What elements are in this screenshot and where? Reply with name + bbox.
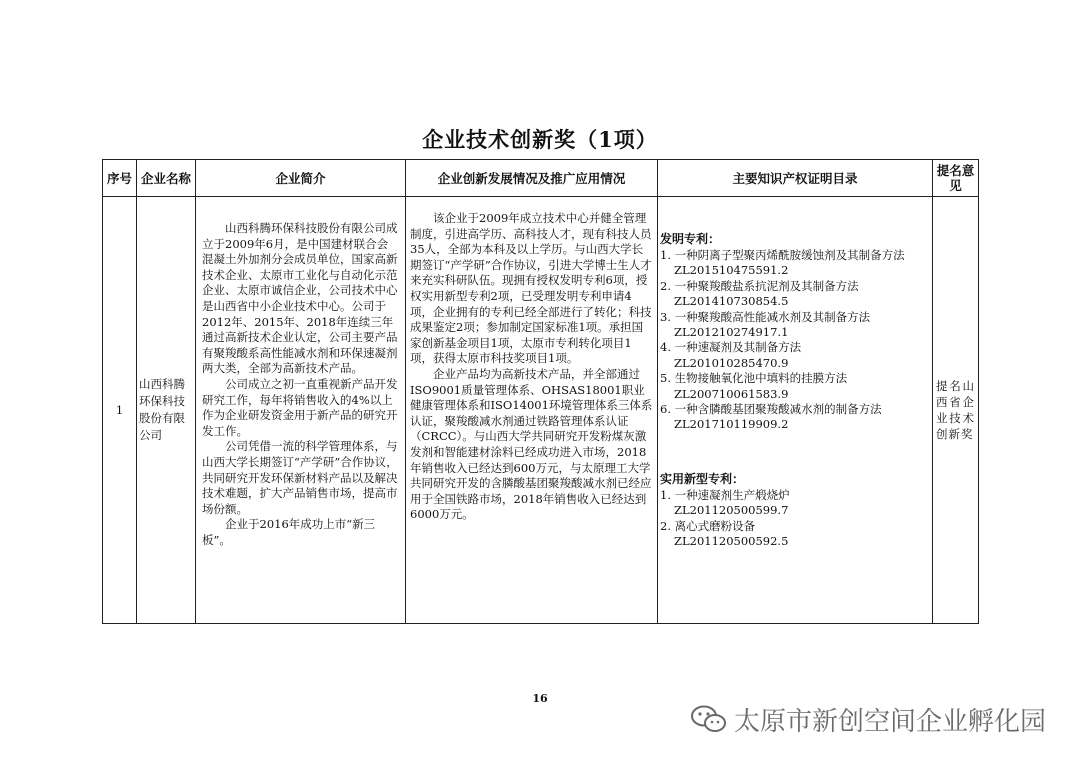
recommendation-text: 提名山西省企业技术创新奖 — [936, 379, 975, 441]
header-no: 序号 — [103, 160, 137, 197]
list-item: 5. 生物接触氧化池中填料的挂膜方法 — [660, 371, 848, 386]
header-recommend-label: 提名意见 — [936, 163, 975, 193]
patent-number: ZL201210274917.1 — [674, 325, 789, 340]
recommend-cell — [933, 197, 979, 624]
watermark-text: 太原市新创空间企业孵化园 — [734, 706, 1047, 737]
development-paragraph-2: 企业产品均为高新技术产品，并全部通过ISO9001质量管理体系、OHSAS18001职业健康管理体系和ISO14001环境管理体系三体系认证，聚羧酸减水剂通过铁路管理体系认证（CRCC）。与山西大学共同研究开发粉煤灰激发剂和智能建材涂料已经成功进入市场，2018年销售收入已经达到600万元，与太原理工大学共同研究开发的含膦酸基团聚羧酸减水剂已经应用于全国铁路市场，2018年销售收入已经达到6000万元。 — [410, 366, 653, 522]
company-name-cell — [137, 197, 196, 624]
patent-number: ZL201010285470.9 — [674, 355, 789, 370]
ip-cell — [658, 197, 933, 624]
table-header-row — [103, 160, 979, 197]
row-number: 1 — [103, 197, 137, 624]
list-item: 2. 一种聚羧酸盐系抗泥剂及其制备方法 — [660, 278, 859, 293]
intro-paragraph-1: 山西科腾环保科技股份有限公司成立于2009年6月，是中国建材联合会混凝土外加剂分会成员单位，国家高新技术企业、太原市工业化与自动化示范企业、太原市诚信企业，公司技术中心是山西省中小企业技术中心。公司于2012年、2015年、2018年连续三年通过高新技术企业认定，公司主要产品有聚羧酸系高性能减水剂和环保速凝剂两大类，全部为高新技术产品。 — [202, 221, 398, 376]
patent-number: ZL201410730854.5 — [674, 294, 789, 309]
wechat-icon — [690, 704, 728, 734]
list-item: 3. 一种聚羧酸高性能减水剂及其制备方法 — [660, 309, 871, 324]
header-development: 企业创新发展情况及推广应用情况 — [406, 160, 658, 197]
intro-paragraph-3: 公司凭借一流的科学管理体系，与山西大学长期签订“产学研”合作协议，共同研究开发环保新材料产品以及解决技术难题，扩大产品销售市场，提高市场份额。 — [202, 439, 398, 516]
patent-number: ZL201510475591.2 — [674, 263, 789, 278]
page-title: 企业技术创新奖（1项） — [422, 127, 658, 152]
invention-patents-heading: 发明专利： — [660, 232, 721, 246]
patent-number: ZL200710061583.9 — [674, 386, 789, 401]
award-table — [102, 159, 979, 624]
table-row — [103, 197, 979, 624]
patent-number: ZL201120500592.5 — [674, 534, 789, 549]
utility-patents-heading: 实用新型专利： — [660, 471, 745, 486]
company-name: 山西科腾环保科技股份有限公司 — [139, 377, 185, 442]
intro-paragraph-2: 公司成立之初一直重视新产品开发研究工作，每年将销售收入的4%以上作为企业研发资金用于新产品的研究开发工作。 — [202, 376, 398, 438]
intro-paragraph-4: 企业于2016年成功上市“新三板”。 — [202, 517, 376, 547]
utility-list — [660, 488, 930, 550]
intro-cell — [196, 197, 406, 624]
development-cell — [406, 197, 658, 624]
development-paragraph-1: 该企业于2009年成立技术中心并健全管理制度，引进高学历、高科技人才，现有科技人员35人，全部为本科及以上学历。与山西大学长期签订“产学研”合作协议，引进大学博士生人才来充实科研队伍。现拥有授权发明专利6项，授权实用新型专利2项，已受理发明专利申请4项，企业拥有的专利已经全部进行了转化；科技成果鉴定2项；参加制定国家标准1项。承担国家创新基金项目1项，太原市专利转化项目1项，获得太原市科技奖项目1项。 — [410, 211, 652, 366]
list-item: 6. 一种含膦酸基团聚羧酸减水剂的制备方法 — [660, 402, 882, 417]
watermark — [690, 699, 1046, 739]
list-item: 2. 离心式磨粉设备 — [660, 518, 756, 533]
list-item: 1. 一种速凝剂生产煅烧炉 — [660, 487, 790, 502]
header-name: 企业名称 — [137, 160, 196, 197]
patent-number: ZL201120500599.7 — [674, 503, 789, 518]
header-intro: 企业简介 — [196, 160, 406, 197]
list-item: 4. 一种速凝剂及其制备方法 — [660, 340, 802, 355]
invention-list — [660, 248, 930, 433]
patent-number: ZL201710119909.2 — [674, 417, 789, 432]
header-recommend — [933, 160, 979, 197]
page-number: 16 — [532, 692, 548, 705]
list-item: 1. 一种阴离子型聚丙烯酰胺缓蚀剂及其制备方法 — [660, 248, 905, 262]
header-ip: 主要知识产权证明目录 — [658, 160, 933, 197]
